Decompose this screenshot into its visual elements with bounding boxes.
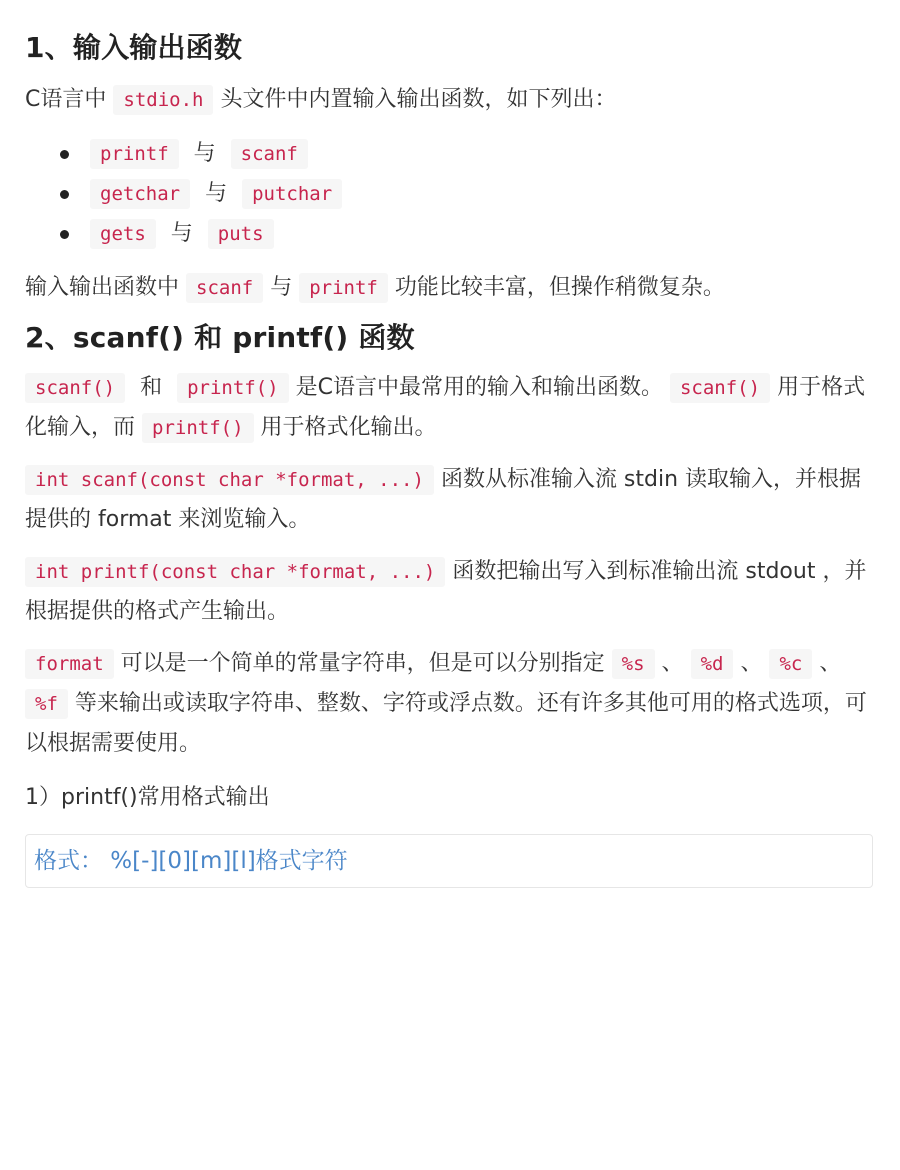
section2-title: 2、scanf() 和 printf() 函数 xyxy=(25,321,415,354)
bullet-icon xyxy=(60,190,69,199)
code-getchar: getchar xyxy=(90,179,190,209)
list-item: gets 与 puts xyxy=(60,214,875,254)
io-function-list xyxy=(25,134,875,254)
code-puts: puts xyxy=(208,219,274,249)
section2-p1: scanf() 和 printf() 是C语言中最常用的输入和输出函数。 scanf() 用于格式化输入，而 printf() 用于格式化输出。 xyxy=(25,368,875,448)
section2-p3: int printf(const char *format, ...) 函数把输出写入到标准输出流 stdout ，并根据提供的格式产生输出。 xyxy=(25,559,867,624)
bullet-icon xyxy=(60,230,69,239)
code-scanf-call: scanf() xyxy=(25,373,125,403)
section1-summary: 输入输出函数中 scanf 与 printf 功能比较丰富，但操作稍微复杂。 xyxy=(25,268,875,308)
code-scanf: scanf xyxy=(231,139,308,169)
code-percent-s: %s xyxy=(612,649,655,679)
code-percent-c: %c xyxy=(769,649,812,679)
section2-subheading: 1）printf()常用格式输出 xyxy=(25,785,270,810)
code-scanf-call: scanf() xyxy=(670,373,770,403)
code-gets: gets xyxy=(90,219,156,249)
section1-intro: C语言中 stdio.h 头文件中内置输入输出函数，如下列出： xyxy=(25,80,875,120)
code-printf-signature: int printf(const char *format, ...) xyxy=(25,557,445,587)
code-percent-d: %d xyxy=(691,649,734,679)
section2-p4: format 可以是一个简单的常量字符串，但是可以分别指定 %s 、 %d 、 %c 、 %f 等来输出或读取字符串、整数、字符或浮点数。还有许多其他可用的格式选项，可以根据需要使用。 xyxy=(25,651,867,756)
section2-p2: int scanf(const char *format, ...) 函数从标准输入流 stdin 读取输入，并根据提供的 format 来浏览输入。 xyxy=(25,467,862,532)
code-putchar: putchar xyxy=(242,179,342,209)
code-printf-call: printf() xyxy=(142,413,254,443)
bullet-icon xyxy=(60,150,69,159)
list-item: getchar 与 putchar xyxy=(60,174,875,214)
code-printf: printf xyxy=(299,273,388,303)
section1-title: 1、输入输出函数 xyxy=(25,31,243,64)
format-syntax-box: 格式： %[-][0][m][l]格式字符 xyxy=(25,834,873,888)
code-percent-f: %f xyxy=(25,689,68,719)
list-item: printf 与 scanf xyxy=(60,134,875,174)
code-stdio-h: stdio.h xyxy=(113,85,213,115)
code-printf-call: printf() xyxy=(177,373,289,403)
code-printf: printf xyxy=(90,139,179,169)
code-format: format xyxy=(25,649,114,679)
code-scanf-signature: int scanf(const char *format, ...) xyxy=(25,465,434,495)
code-scanf: scanf xyxy=(186,273,263,303)
